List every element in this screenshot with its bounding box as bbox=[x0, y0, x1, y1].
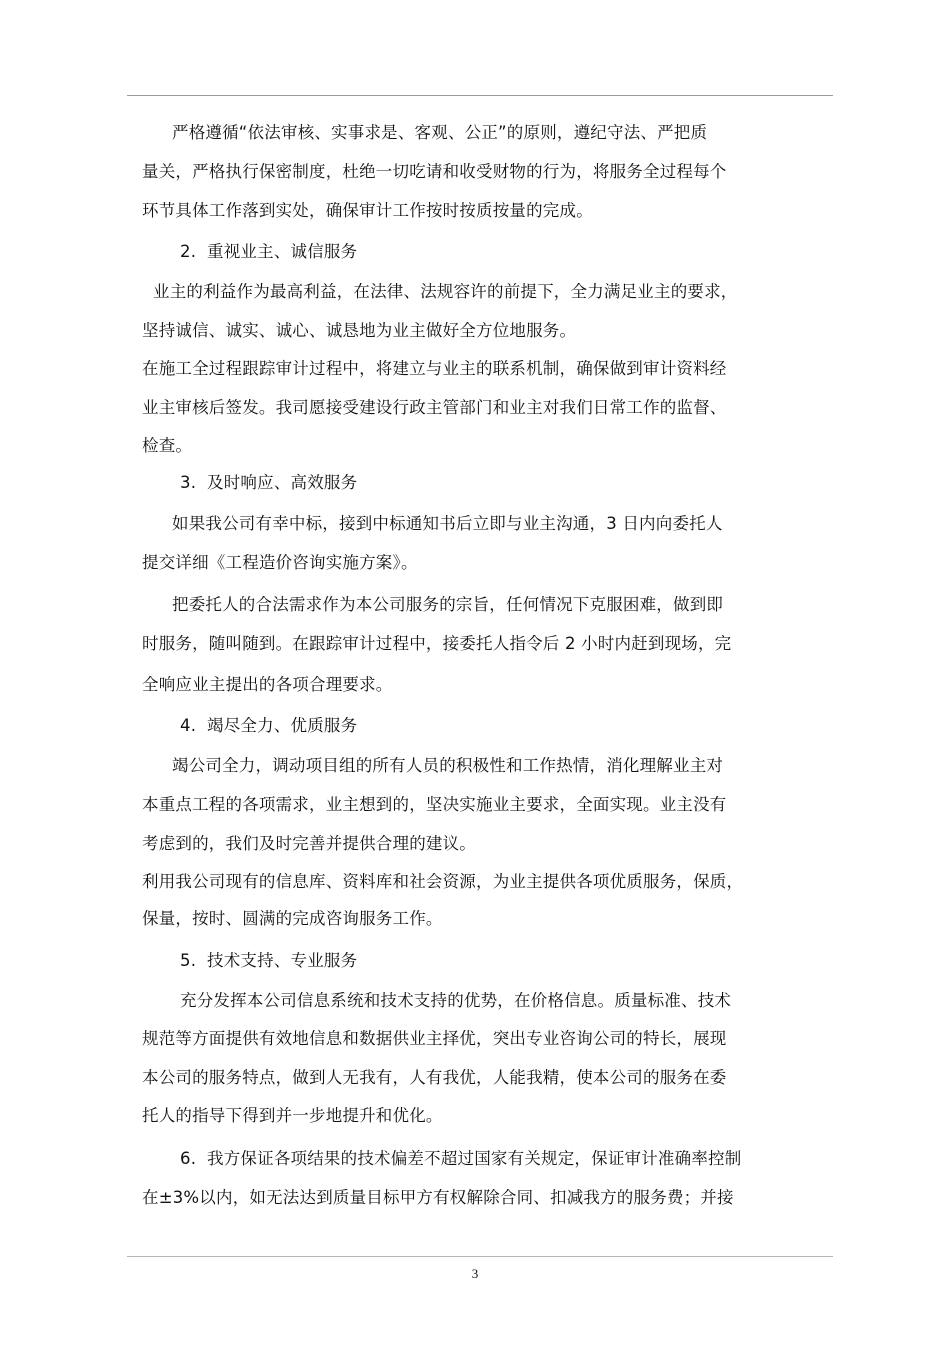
paragraph-line: 利用我公司现有的信息库、资料库和社会资源，为业主提供各项优质服务，保质， bbox=[142, 872, 744, 891]
section-heading: 4. 竭尽全力、优质服务 bbox=[180, 716, 358, 735]
section-heading: 3. 及时响应、高效服务 bbox=[180, 473, 358, 492]
paragraph-line: 严格遵循“依法审核、实事求是、客观、公正”的原则，遵纪守法、严把质 bbox=[172, 123, 708, 142]
paragraph-line: 保量，按时、圆满的完成咨询服务工作。 bbox=[142, 909, 443, 928]
paragraph-line: 时服务，随叫随到。在跟踪审计过程中，接委托人指令后 2 小时内赶到现场，完 bbox=[142, 634, 732, 653]
paragraph-line: 业主审核后签发。我司愿接受建设行政主管部门和业主对我们日常工作的监督、 bbox=[142, 398, 727, 417]
paragraph-line: 提交详细《工程造价咨询实施方案》。 bbox=[142, 553, 418, 572]
paragraph-line: 环节具体工作落到实处，确保审计工作按时按质按量的完成。 bbox=[142, 201, 593, 220]
paragraph-line: 全响应业主提出的各项合理要求。 bbox=[142, 675, 393, 694]
paragraph-line: 竭公司全力，调动项目组的所有人员的积极性和工作热情，消化理解业主对 bbox=[172, 756, 724, 775]
paragraph-line: 把委托人的合法需求作为本公司服务的宗旨，任何情况下克服困难，做到即 bbox=[172, 595, 724, 614]
paragraph-line: 考虑到的，我们及时完善并提供合理的建议。 bbox=[142, 834, 476, 853]
paragraph-line: 量关，严格执行保密制度，杜绝一切吃请和收受财物的行为，将服务全过程每个 bbox=[142, 162, 727, 181]
paragraph-line: 检查。 bbox=[142, 436, 193, 455]
paragraph-line: 充分发挥本公司信息系统和技术支持的优势，在价格信息。质量标准、技术 bbox=[180, 991, 732, 1010]
paragraph-line: 坚持诚信、诚实、诚心、诚恳地为业主做好全方位地服务。 bbox=[142, 321, 577, 340]
section-heading: 2. 重视业主、诚信服务 bbox=[180, 242, 358, 261]
section-heading: 5. 技术支持、专业服务 bbox=[180, 951, 358, 970]
page-number: 3 bbox=[471, 1266, 479, 1281]
paragraph-line: 托人的指导下得到并一步地提升和优化。 bbox=[142, 1106, 443, 1125]
paragraph-line: 在施工全过程跟踪审计过程中，将建立与业主的联系机制，确保做到审计资料经 bbox=[142, 359, 727, 378]
footer-rule bbox=[127, 1256, 833, 1257]
paragraph-line: 本重点工程的各项需求，业主想到的，坚决实施业主要求，全面实现。业主没有 bbox=[142, 795, 727, 814]
paragraph-line: 在±3%以内，如无法达到质量目标甲方有权解除合同、扣减我方的服务费；并接 bbox=[142, 1188, 734, 1207]
paragraph-line: 本公司的服务特点，做到人无我有，人有我优，人能我精，使本公司的服务在委 bbox=[142, 1068, 727, 1087]
paragraph-line: 规范等方面提供有效地信息和数据供业主择优，突出专业咨询公司的特长，展现 bbox=[142, 1029, 727, 1048]
paragraph-line: 业主的利益作为最高利益，在法律、法规容许的前提下，全力满足业主的要求， bbox=[153, 282, 738, 301]
paragraph-line: 如果我公司有幸中标，接到中标通知书后立即与业主沟通，3 日内向委托人 bbox=[172, 514, 723, 533]
header-rule bbox=[127, 95, 833, 96]
paragraph-line: 6. 我方保证各项结果的技术偏差不超过国家有关规定，保证审计准确率控制 bbox=[180, 1149, 742, 1168]
